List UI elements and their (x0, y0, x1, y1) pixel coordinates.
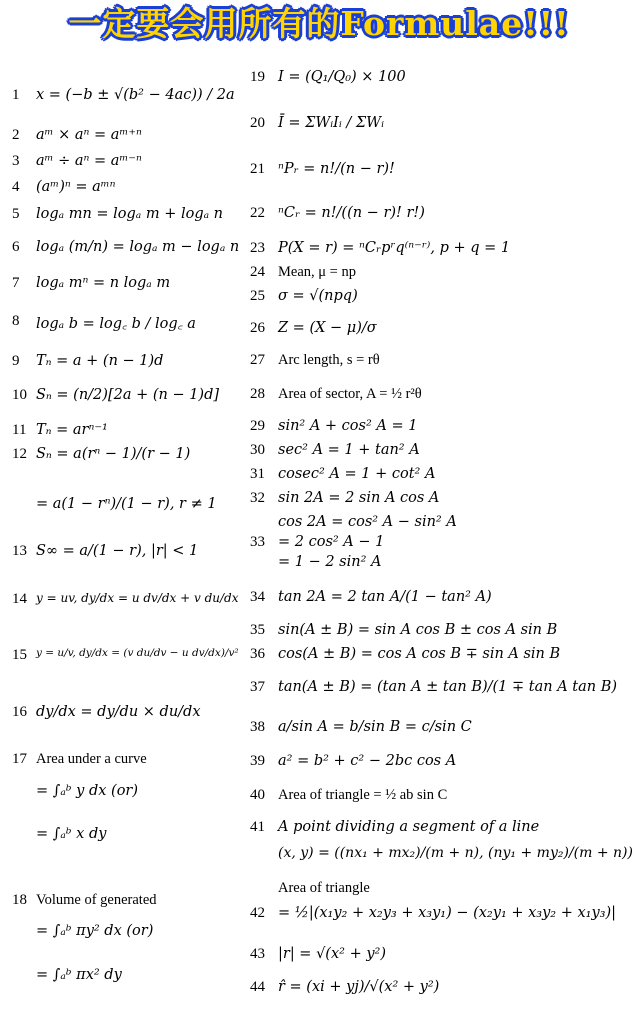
right-formula-number: 36 (250, 646, 265, 662)
right-formula-number: 23 (250, 240, 265, 256)
left-formula: Tₙ = a + (n − 1)d (36, 353, 164, 369)
left-formula-number: 7 (12, 275, 20, 291)
left-formula-number: 11 (12, 422, 27, 438)
right-formula: Mean, μ = np (278, 264, 356, 280)
left-formula: logₐ mⁿ = n logₐ m (36, 275, 171, 291)
right-formula-number: 42 (250, 905, 265, 921)
left-formula: y = u/v, dy/dx = (v du/dv − u dv/dx)/v² (36, 647, 239, 659)
right-formula: a/sin A = b/sin B = c/sin C (278, 719, 472, 735)
right-formula-number: 21 (250, 161, 265, 177)
right-formula-number: 28 (250, 386, 265, 402)
right-formula-number: 30 (250, 442, 265, 458)
left-formula: y = uv, dy/dx = u dv/dx + v du/dx (36, 591, 239, 605)
right-formula-number: 43 (250, 946, 265, 962)
right-formula: Area of sector, A = ½ r²θ (278, 386, 422, 402)
right-formula: A point dividing a segment of a line (278, 819, 540, 835)
left-formula-number: 15 (12, 647, 27, 663)
left-formula: = ∫ₐᵇ πy² dx (or) (36, 923, 154, 939)
right-formula: cos(A ± B) = cos A cos B ∓ sin A sin B (278, 646, 561, 662)
right-formula: Area of triangle (278, 880, 370, 896)
right-formula-number: 25 (250, 288, 265, 304)
right-formula: I = (Q₁/Q₀) × 100 (278, 69, 406, 85)
right-formula: P(X = r) = ⁿCᵣpʳq⁽ⁿ⁻ʳ⁾, p + q = 1 (278, 240, 511, 256)
right-formula: = 2 cos² A − 1 (278, 534, 385, 550)
left-formula: Volume of generated (36, 892, 157, 908)
left-formula: aᵐ × aⁿ = aᵐ⁺ⁿ (36, 127, 142, 143)
right-formula-number: 22 (250, 205, 265, 221)
left-formula-number: 3 (12, 153, 20, 169)
left-formula-number: 12 (12, 446, 27, 462)
right-formula: cosec² A = 1 + cot² A (278, 466, 436, 482)
right-formula: Arc length, s = rθ (278, 352, 380, 368)
left-formula: S∞ = a/(1 − r), |r| < 1 (36, 543, 199, 559)
right-formula: (x, y) = ((nx₁ + mx₂)/(m + n), (ny₁ + my₂)/(m + n)) (278, 845, 633, 861)
right-formula: sin 2A = 2 sin A cos A (278, 490, 440, 506)
left-formula-number: 16 (12, 704, 27, 720)
right-formula-number: 26 (250, 320, 265, 336)
left-formula: logₐ mn = logₐ m + logₐ n (36, 206, 224, 222)
left-formula: dy/dx = dy/du × du/dx (36, 704, 201, 720)
left-formula: Area under a curve (36, 751, 147, 767)
right-formula: Area of triangle = ½ ab sin C (278, 787, 448, 803)
right-formula-number: 38 (250, 719, 265, 735)
right-formula: = ½|(x₁y₂ + x₂y₃ + x₃y₁) − (x₂y₁ + x₃y₂ + x₁y₃)| (278, 905, 617, 921)
left-formula: = ∫ₐᵇ x dy (36, 826, 107, 842)
right-formula-number: 27 (250, 352, 265, 368)
right-formula-number: 33 (250, 534, 265, 550)
left-formula: logₐ b = log꜀ b / log꜀ a (36, 316, 196, 332)
left-formula: = ∫ₐᵇ πx² dy (36, 967, 122, 983)
left-formula-number: 18 (12, 892, 27, 908)
left-formula-number: 10 (12, 387, 27, 403)
right-formula-number: 32 (250, 490, 265, 506)
right-formula-number: 19 (250, 69, 265, 85)
right-formula: sin² A + cos² A = 1 (278, 418, 418, 434)
right-formula-number: 37 (250, 679, 265, 695)
right-formula: sec² A = 1 + tan² A (278, 442, 420, 458)
left-formula: logₐ (m/n) = logₐ m − logₐ n (36, 239, 240, 255)
right-formula: = 1 − 2 sin² A (278, 554, 382, 570)
right-formula: Ī = ΣWᵢIᵢ / ΣWᵢ (278, 115, 384, 131)
right-formula: r̂ = (xi + yj)/√(x² + y²) (278, 979, 440, 995)
left-formula-number: 5 (12, 206, 20, 222)
right-formula: tan 2A = 2 tan A/(1 − tan² A) (278, 589, 492, 605)
right-formula-number: 41 (250, 819, 265, 835)
right-formula-number: 31 (250, 466, 265, 482)
left-formula: = ∫ₐᵇ y dx (or) (36, 783, 139, 799)
right-formula: cos 2A = cos² A − sin² A (278, 514, 457, 530)
left-formula-number: 9 (12, 353, 20, 369)
right-formula-number: 34 (250, 589, 265, 605)
right-formula: Z = (X − μ)/σ (278, 320, 377, 336)
left-formula-number: 8 (12, 313, 20, 329)
page-title: 一定要会用所有的Formulae!!! (68, 4, 570, 43)
right-formula-number: 20 (250, 115, 265, 131)
left-formula-number: 2 (12, 127, 20, 143)
left-formula: (aᵐ)ⁿ = aᵐⁿ (36, 179, 116, 195)
left-formula-number: 1 (12, 87, 20, 103)
left-formula-number: 17 (12, 751, 27, 767)
right-formula-number: 44 (250, 979, 265, 995)
right-formula: tan(A ± B) = (tan A ± tan B)/(1 ∓ tan A tan B) (278, 679, 618, 695)
left-formula: Tₙ = arⁿ⁻¹ (36, 422, 108, 438)
left-formula-number: 13 (12, 543, 27, 559)
left-formula-number: 6 (12, 239, 20, 255)
right-formula: |r| = √(x² + y²) (278, 946, 386, 962)
left-formula: = a(1 − rⁿ)/(1 − r), r ≠ 1 (36, 496, 217, 512)
left-formula: Sₙ = a(rⁿ − 1)/(r − 1) (36, 446, 191, 462)
right-formula-number: 40 (250, 787, 265, 803)
right-formula-number: 24 (250, 264, 265, 280)
left-formula: Sₙ = (n/2)[2a + (n − 1)d] (36, 387, 220, 403)
right-formula-number: 35 (250, 622, 265, 638)
right-formula-number: 39 (250, 753, 265, 769)
left-formula: aᵐ ÷ aⁿ = aᵐ⁻ⁿ (36, 153, 142, 169)
right-formula: σ = √(npq) (278, 288, 358, 304)
right-formula: ⁿPᵣ = n!/(n − r)! (278, 161, 395, 177)
left-formula: x = (−b ± √(b² − 4ac)) / 2a (36, 87, 235, 103)
right-formula: sin(A ± B) = sin A cos B ± cos A sin B (278, 622, 558, 638)
left-formula-number: 14 (12, 591, 27, 607)
right-formula: ⁿCᵣ = n!/((n − r)! r!) (278, 205, 425, 221)
left-formula-number: 4 (12, 179, 20, 195)
right-formula: a² = b² + c² − 2bc cos A (278, 753, 457, 769)
right-formula-number: 29 (250, 418, 265, 434)
